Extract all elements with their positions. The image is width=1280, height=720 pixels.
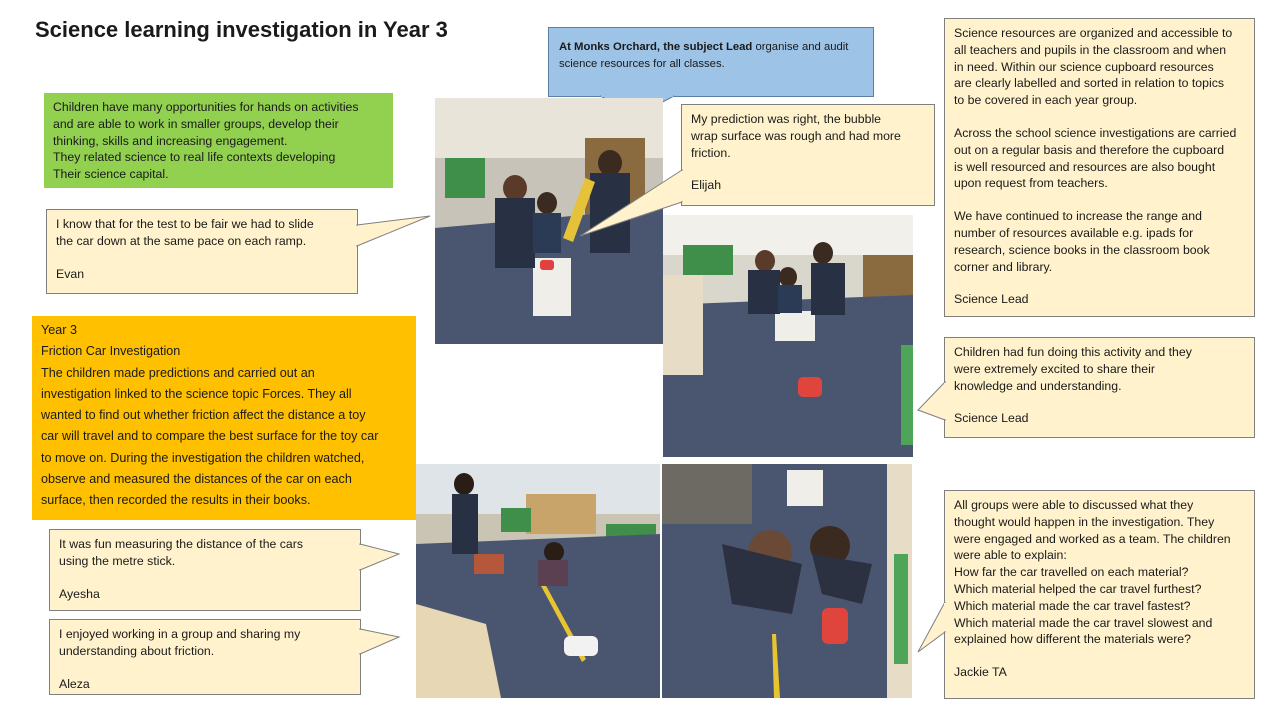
groups-text: All groups were able to discussed what they thought would happen in the investigation. They were engaged and worked as a team. The children were able to explain: How far the car travelled on each material? Which material helped the car travel furthest? Which material made the car travel fastest? Which material made the car travel slowest and explained how different the materials were? — [954, 498, 1231, 647]
fun-text: Children had fun doing this activity and they were extremely excited to share their knowledge and understanding. — [954, 345, 1192, 393]
subject-lead-bold: At Monks Orchard, the subject Lead — [559, 41, 753, 53]
ayesha-quote: It was fun measuring the distance of the cars using the metre stick. — [59, 537, 304, 568]
ayesha-name: Ayesha — [59, 586, 100, 601]
groups-discussion-pointer — [916, 600, 947, 656]
evan-callout — [46, 209, 358, 294]
science-resources-callout — [944, 18, 1255, 317]
photo-pupils-on-floor-with-car — [662, 464, 912, 698]
children-had-fun-callout — [944, 337, 1255, 438]
subject-lead-rest: organise and audit science resources for all classes. — [559, 41, 849, 70]
elijah-callout — [681, 104, 935, 206]
resources-para-3: We have continued to increase the range and number of resources available e.g. ipads for research, science books in the classroom book corner and library. — [954, 209, 1210, 274]
evan-callout-pointer — [356, 214, 432, 254]
year3-heading: Year 3 — [41, 323, 77, 337]
ayesha-callout-pointer — [359, 541, 401, 575]
aleza-callout-pointer — [359, 626, 401, 660]
page-title: Science learning investigation in Year 3 — [35, 17, 448, 42]
year3-subheading: Friction Car Investigation — [41, 344, 181, 359]
elijah-name: Elijah — [691, 178, 722, 193]
year3-info-box — [32, 316, 416, 520]
groups-discussion-callout — [944, 490, 1255, 699]
groups-signature: Jackie TA — [954, 665, 1007, 680]
subject-lead-callout — [548, 27, 874, 97]
aleza-name: Aleza — [59, 676, 90, 691]
elijah-quote: My prediction was right, the bubble wrap surface was rough and had more friction. — [691, 112, 901, 160]
evan-quote: I know that for the test to be fair we had to slide the car down at the same pace on each ramp. — [56, 217, 314, 248]
photo-measuring-with-metre-stick — [416, 464, 660, 698]
resources-signature: Science Lead — [954, 292, 1029, 307]
resources-para-1: Science resources are organized and accessible to all teachers and pupils in the classroom and when in need. Within our science cupboard resources are clearly labelled and sorted in relation to topics to be covered in each year group. — [954, 26, 1233, 108]
photo-group-car-on-carpet — [663, 215, 913, 457]
aleza-callout — [49, 619, 361, 695]
ayesha-callout — [49, 529, 361, 611]
green-info-box — [44, 93, 393, 188]
fun-signature: Science Lead — [954, 411, 1029, 426]
evan-name: Evan — [56, 266, 85, 281]
green-info-text: Children have many opportunities for hands on activities and are able to work in smaller groups, develop their thinking, skills and increasing engagement. They related science to real life contexts developing Their science capital. — [53, 100, 359, 182]
children-had-fun-pointer — [916, 380, 947, 422]
resources-para-2: Across the school science investigations are carried out on a regular basis and therefore the cupboard is well resourced and resources are also bought upon request from teachers. — [954, 125, 1237, 191]
aleza-quote: I enjoyed working in a group and sharing my understanding about friction. — [59, 627, 301, 658]
year3-body: The children made predictions and carried out an investigation linked to the science topic Forces. They all wanted to find out whether friction affect the distance a toy car will travel and to compare the best surface for the toy car to move on. During the investigation the children watched, observe and measured the distances of the car on each surface, then recorded the results in their books. — [41, 365, 379, 508]
